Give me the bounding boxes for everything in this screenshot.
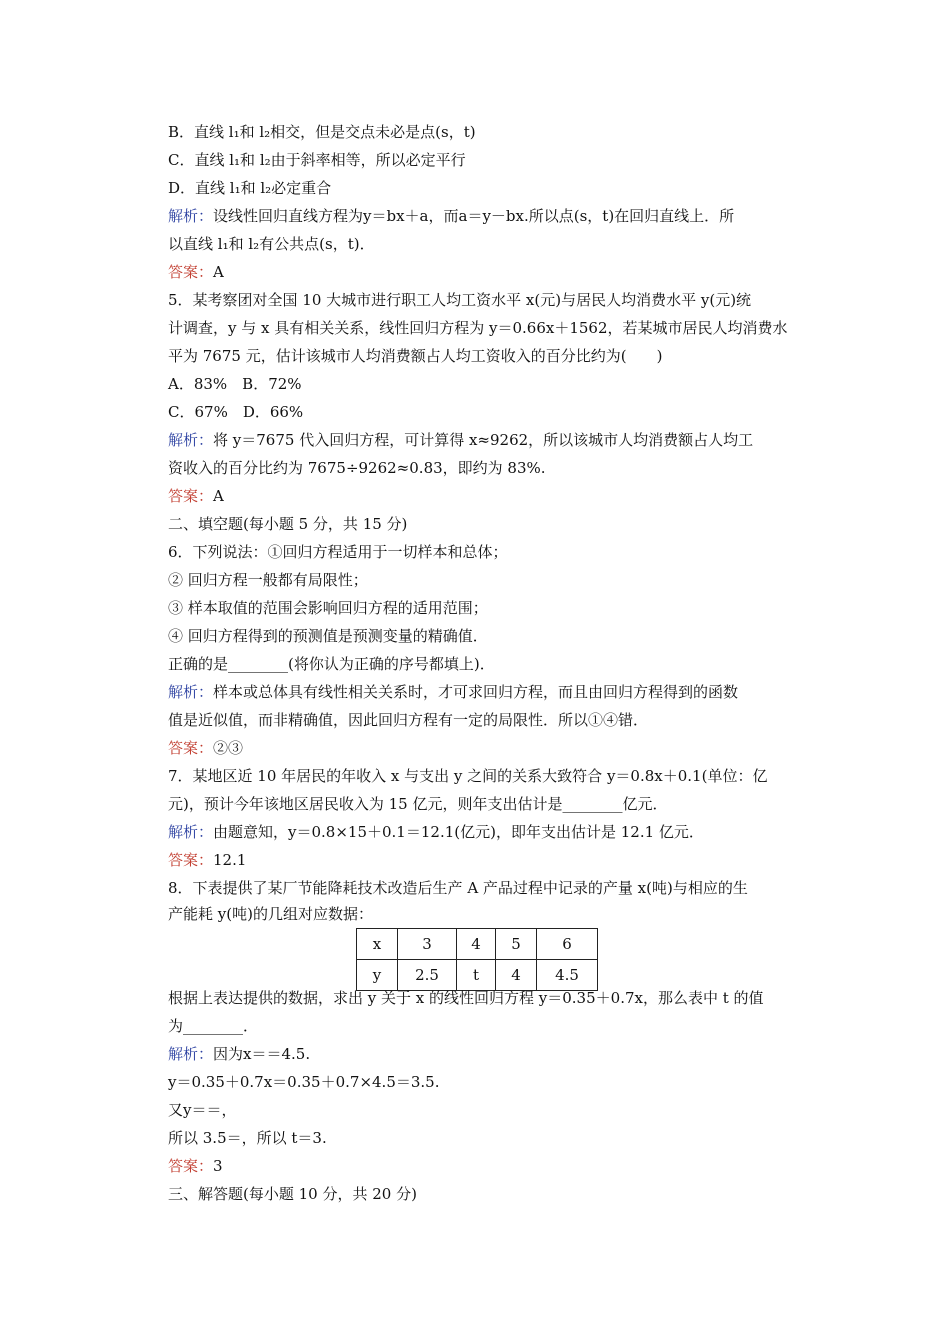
solution-text: 样本或总体具有线性相关关系时，才可求回归方程，而且由回归方程得到的函数 [213,683,739,701]
solution-q8-line4: 所以 3.5＝，所以 t＝3. [168,1129,327,1147]
question-5-line3: 平为 7675 元，估计该城市人均消费额占人均工资收入的百分比约为( ) [168,347,663,365]
table-cell: 4 [457,929,496,960]
solution-q4-line1 [168,206,734,226]
option-c: C．直线 l₁和 l₂由于斜率相等，所以必定平行 [168,151,466,169]
table-cell: x [357,929,398,960]
solution-label: 解析： [168,1045,214,1063]
answer-q6 [168,738,243,758]
table-cell: 5 [496,929,537,960]
table-cell: 6 [537,929,598,960]
table-cell: 4.5 [537,960,598,991]
answer-label: 答案： [168,487,214,505]
option-b: B．直线 l₁和 l₂相交，但是交点未必是点(s，t) [168,123,476,141]
question-8-line4: 为________． [168,1017,259,1035]
solution-text: 由题意知，y＝0.8×15＋0.1＝12.1(亿元)，即年支出估计是 12.1 亿元． [213,823,704,841]
section-solve-heading: 三、解答题(每小题 10 分，共 20 分) [168,1185,417,1203]
option-d: D．直线 l₁和 l₂必定重合 [168,179,332,197]
question-5-options-ab: A．83% B．72% [168,375,302,393]
solution-text: 设线性回归直线方程为y＝bx＋a，而a＝y－bx.所以点(s，t)在回归直线上．所 [213,207,735,225]
question-6-line2: ② 回归方程一般都有局限性； [168,571,368,589]
question-6-line4: ④ 回归方程得到的预测值是预测变量的精确值． [168,627,488,645]
table-cell: y [357,960,398,991]
question-6-line3: ③ 样本取值的范围会影响回归方程的适用范围； [168,599,488,617]
answer-q8 [168,1156,223,1176]
answer-value: A [213,487,224,505]
table-cell: 4 [496,960,537,991]
answer-value: A [213,263,224,281]
solution-q5-line1 [168,430,753,450]
question-8-line2: 产能耗 y(吨)的几组对应数据： [168,905,373,923]
solution-label: 解析： [168,207,214,225]
table-row [357,960,598,991]
question-5-line2: 计调查，y 与 x 具有相关关系，线性回归方程为 y＝0.66x＋1562，若某城市居民人均消费水 [168,319,788,337]
solution-text: 因为x＝＝4.5. [213,1045,311,1063]
solution-label: 解析： [168,683,214,701]
answer-label: 答案： [168,263,214,281]
solution-q8-line3: 又y＝＝， [168,1101,237,1119]
table-cell: t [457,960,496,991]
solution-q8-line1 [168,1044,310,1064]
table-cell: 3 [398,929,457,960]
answer-value: 3 [213,1157,223,1175]
solution-q5-line2: 资收入的百分比约为 7675÷9262≈0.83，即约为 83%. [168,459,546,477]
solution-q6-line2: 值是近似值，而非精确值，因此回归方程有一定的局限性．所以①④错． [168,711,649,729]
question-6-line5: 正确的是________(将你认为正确的序号都填上)． [168,655,495,673]
question-6-line1: 6．下列说法：①回归方程适用于一切样本和总体； [168,543,508,561]
question-5-line1: 5．某考察团对全国 10 大城市进行职工人均工资水平 x(元)与居民人均消费水平 y(元)统 [168,291,752,309]
answer-q5 [168,486,224,506]
answer-label: 答案： [168,739,214,757]
data-table [356,928,598,991]
solution-q8-line2: y＝0.35＋0.7x＝0.35＋0.7×4.5＝3.5. [168,1073,440,1091]
answer-value: ②③ [213,739,244,757]
question-7-line2: 元)，预计今年该地区居民收入为 15 亿元，则年支出估计是________亿元． [168,795,668,813]
solution-q6-line1 [168,682,738,702]
solution-label: 解析： [168,431,214,449]
answer-q7 [168,850,246,870]
answer-q4 [168,262,224,282]
question-7-line1: 7．某地区近 10 年居民的年收入 x 与支出 y 之间的关系大致符合 y＝0.8x＋0.1(单位：亿 [168,767,768,785]
section-fill-blank-heading: 二、填空题(每小题 5 分，共 15 分) [168,515,408,533]
answer-value: 12.1 [213,851,247,869]
question-8-line1: 8．下表提供了某厂节能降耗技术改造后生产 A 产品过程中记录的产量 x(吨)与相应的生 [168,879,748,897]
table-cell: 2.5 [398,960,457,991]
solution-text: 将 y＝7675 代入回归方程，可计算得 x≈9262，所以该城市人均消费额占人均工 [213,431,754,449]
solution-q7 [168,822,704,842]
question-5-options-cd: C．67% D．66% [168,403,304,421]
solution-label: 解析： [168,823,214,841]
solution-q4-line2: 以直线 l₁和 l₂有公共点(s，t)． [168,235,375,253]
table-row [357,929,598,960]
question-8-line3: 根据上表达提供的数据，求出 y 关于 x 的线性回归方程 y＝0.35＋0.7x，那么表中 t 的值 [168,989,764,1007]
answer-label: 答案： [168,1157,214,1175]
answer-label: 答案： [168,851,214,869]
